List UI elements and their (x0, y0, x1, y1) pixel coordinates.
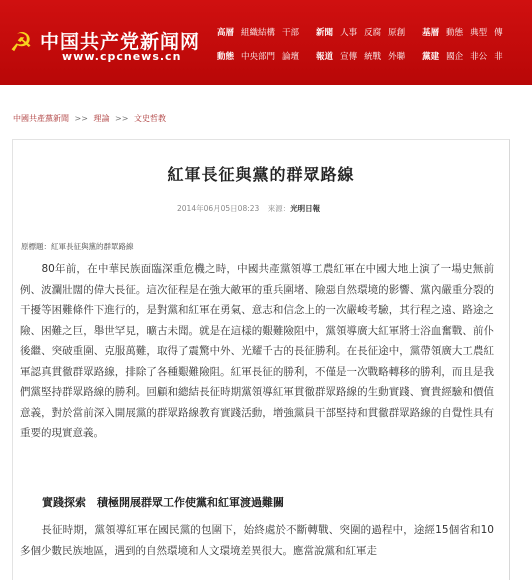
breadcrumb-home[interactable]: 中國共產黨新聞 (13, 114, 69, 123)
nav-link[interactable]: 動態 (446, 28, 464, 38)
breadcrumb-separator: >> (115, 114, 129, 123)
nav-link[interactable]: 統戰 (364, 52, 382, 62)
nav-link[interactable]: 黨建 (422, 52, 440, 62)
article-title: 紅軍長征與黨的群眾路線 (167, 165, 355, 184)
nav-link[interactable]: 典型 (470, 28, 488, 38)
article-paragraph (20, 259, 494, 444)
nav-link[interactable]: 人事 (340, 28, 358, 38)
breadcrumb-culture[interactable]: 文史哲教 (134, 114, 166, 123)
nav-link[interactable]: 宣傳 (340, 52, 358, 62)
nav-link[interactable]: 動態 (217, 52, 235, 62)
nav-link[interactable]: 基層 (422, 28, 440, 38)
breadcrumb-theory[interactable]: 理論 (93, 114, 110, 123)
nav-link[interactable]: 組織結構 (241, 28, 276, 38)
article-date: 2014年06月05日08:23 (177, 204, 260, 213)
nav-link[interactable]: 高層 (217, 28, 235, 38)
breadcrumb-separator: >> (74, 114, 88, 123)
nav-link[interactable]: 傳 (494, 28, 503, 38)
nav-link[interactable]: 原創 (388, 28, 406, 38)
nav-link[interactable]: 報道 (316, 52, 334, 62)
section-heading: 實踐探索 積極開展群眾工作使黨和紅軍渡過難關 (42, 496, 284, 509)
article-source-name[interactable]: 光明日報 (290, 204, 321, 213)
article-source-label: 來源： (267, 204, 291, 213)
nav-link[interactable]: 中央部門 (241, 52, 276, 62)
site-logo-title[interactable]: 中国共产党新闻网 (40, 31, 201, 53)
site-logo-url[interactable]: www.cpcnews.cn (62, 50, 182, 63)
nav-link[interactable]: 非公 (470, 52, 488, 62)
nav-link[interactable]: 干部 (282, 28, 300, 38)
paragraph-text: 長征時期，黨領導紅軍在國民黨的包圍下，始終處於不斷轉戰、突圍的過程中，途經15個省和10多個少數民族地區，遇到的自然環境和人文環境差異很大。應當說黨和紅軍走 (20, 524, 494, 557)
nav-link[interactable]: 國企 (446, 52, 464, 62)
nav-link[interactable]: 非 (494, 52, 503, 62)
paragraph-text: 80年前，在中華民族面臨深重危機之時，中國共產黨領導工農紅軍在中國大地上演了一場史無前例、波瀾壯闊的偉大長征。這次征程是在強大敵軍的重兵圍堵、險惡自然環境的影響、黨內嚴重分裂的干擾等困難條件下進行的，是對黨和紅軍在勇氣、意志和信念上的一次嚴峻考驗，其行程之遠、路途之險、困難之巨，舉世罕見，曠古未聞。就是在這樣的艱難險阻中，黨領導廣大紅軍將士浴血奮戰、前仆後繼、突破重圍、克服萬難，取得了震驚中外、光耀千古的長征勝利。在長征途中，黨帶領廣大工農紅軍認真貫徹群眾路線，排除了各種艱難險阻。紅軍長征的勝利，不僅是一次戰略轉移的勝利，而且是我們黨堅持群眾路線的勝利。回顧和總結長征時期黨領導紅軍貫徹群眾路線的生動實踐、寶貴經驗和價值意義，對於當前深入開展黨的群眾路線教育實踐活動，增強黨員干部堅持和貫徹群眾路線的自覺性具有重要的現實意義。 (20, 263, 495, 439)
article-paragraph (20, 520, 494, 575)
nav-row-bottom (217, 49, 510, 65)
breadcrumb (13, 113, 169, 124)
article-original-title: 原標題：紅軍長征與黨的群眾路線 (21, 242, 134, 251)
nav-link[interactable]: 反腐 (364, 28, 382, 38)
nav-link[interactable]: 新聞 (316, 28, 334, 38)
hammer-sickle-icon: ☭ (9, 28, 33, 58)
article-meta (177, 203, 320, 214)
nav-link[interactable]: 論壇 (282, 52, 300, 62)
nav-link[interactable]: 外聯 (388, 52, 406, 62)
nav-row-top (217, 25, 510, 41)
site-header (0, 0, 532, 85)
